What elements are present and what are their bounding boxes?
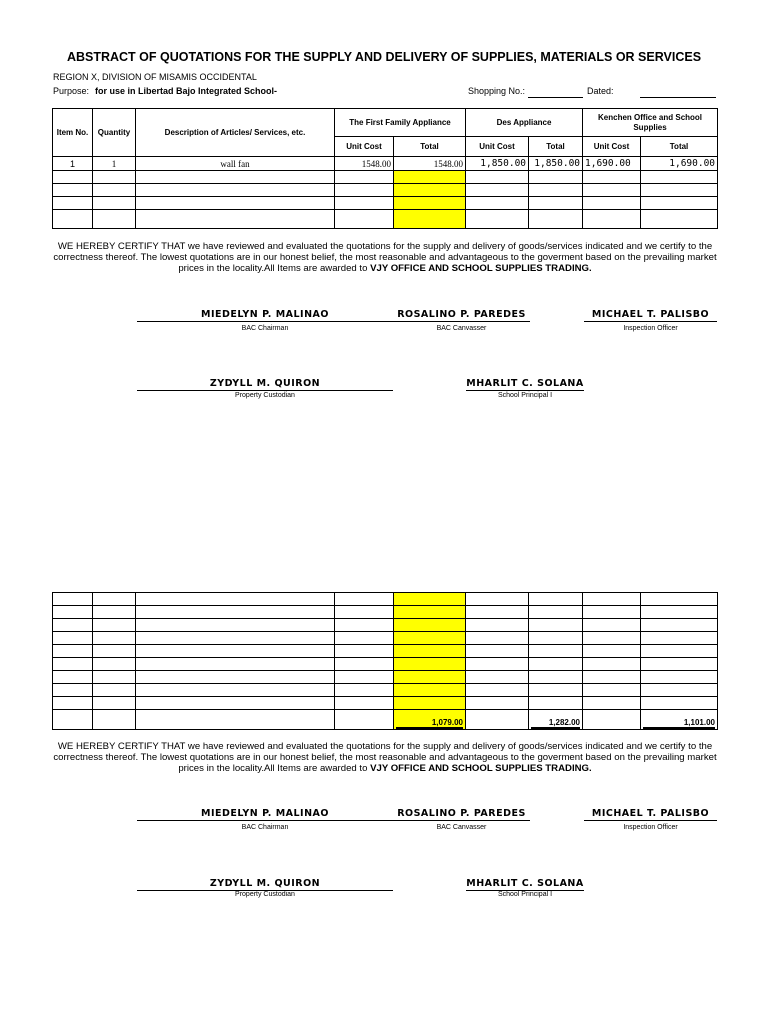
header-quantity: Quantity — [93, 109, 136, 157]
row-s1-unit-cost: 1548.00 — [335, 157, 394, 171]
table-row — [53, 157, 718, 171]
table-row — [53, 210, 718, 229]
chairman-name: MIEDELYN P. MALINAO — [201, 808, 329, 819]
inspection-officer-role: Inspection Officer — [623, 325, 678, 332]
shopping-no-label: Shopping No.: — [468, 86, 526, 96]
header-s2-unit-cost: Unit Cost — [466, 137, 529, 157]
row-s2-unit-cost: 1,850.00 — [466, 157, 529, 171]
custodian-role: Property Custodian — [235, 392, 295, 399]
canvasser-role: BAC Canvasser — [436, 325, 487, 332]
certification-text-1 — [52, 241, 718, 274]
header-item-no: Item No. — [53, 109, 93, 157]
header-supplier-1: The First Family Appliance — [335, 109, 466, 137]
quotation-table — [52, 108, 718, 229]
certification-body: WE HEREBY CERTIFY THAT we have reviewed and evaluated the quotations for the supply and delivery of goods/services indicated and we certify to the correctness thereof. The lowest quotations are in our honest belief, the most reasonable and advantageous to the goverment based on the prevailing market prices in the locality.All Items are awarded to — [53, 241, 717, 274]
custodian-line — [137, 390, 393, 391]
row-s1-total: 1548.00 — [394, 157, 466, 171]
chairman-line — [137, 321, 393, 322]
inspection-officer-name: MICHAEL T. PALISBO — [591, 309, 710, 320]
table-row — [53, 697, 718, 710]
custodian-role: Property Custodian — [235, 891, 295, 898]
total-s2: 1,282.00 — [529, 710, 583, 730]
dated-line — [640, 97, 716, 98]
canvasser-role: BAC Canvasser — [436, 824, 487, 831]
table-row — [53, 619, 718, 632]
header-s3-total: Total — [641, 137, 718, 157]
row-description: wall fan — [136, 157, 335, 171]
row-item-no: 1 — [53, 157, 93, 171]
document-title: ABSTRACT OF QUOTATIONS FOR THE SUPPLY AND DELIVERY OF SUPPLIES, MATERIALS OR SERVICES — [66, 50, 702, 64]
canvasser-line — [393, 820, 530, 821]
total-s1: 1,079.00 — [394, 710, 466, 730]
purpose-label: Purpose: — [53, 86, 90, 96]
principal-line — [466, 390, 584, 391]
purpose-value: for use in Libertad Bajo Integrated School- — [95, 86, 278, 96]
table-row — [53, 197, 718, 210]
table-row — [53, 171, 718, 184]
table-row — [53, 671, 718, 684]
row-s2-total: 1,850.00 — [529, 157, 583, 171]
chairman-line — [137, 820, 393, 821]
table-row — [53, 632, 718, 645]
inspection-officer-line — [584, 820, 717, 821]
inspection-officer-line — [584, 321, 717, 322]
awardee-name: VJY OFFICE AND SCHOOL SUPPLIES TRADING. — [370, 263, 592, 274]
inspection-officer-name: MICHAEL T. PALISBO — [591, 808, 710, 819]
header-s1-total: Total — [394, 137, 466, 157]
header-s1-unit-cost: Unit Cost — [335, 137, 394, 157]
table-row — [53, 606, 718, 619]
row-s3-unit-cost: 1,690.00 — [583, 157, 641, 171]
certification-text-2 — [52, 741, 718, 774]
totals-row — [53, 710, 718, 730]
chairman-name: MIEDELYN P. MALINAO — [201, 309, 329, 320]
row-quantity: 1 — [93, 157, 136, 171]
header-s2-total: Total — [529, 137, 583, 157]
inspection-officer-role: Inspection Officer — [623, 824, 678, 831]
canvasser-name: ROSALINO P. PAREDES — [397, 808, 526, 819]
custodian-name: ZYDYLL M. QUIRON — [209, 878, 321, 889]
header-s3-unit-cost: Unit Cost — [583, 137, 641, 157]
principal-name: MHARLIT C. SOLANA — [466, 878, 584, 889]
principal-role: School Principal I — [497, 392, 553, 399]
certification-body: WE HEREBY CERTIFY THAT we have reviewed and evaluated the quotations for the supply and delivery of goods/services indicated and we certify to the correctness thereof. The lowest quotations are in our honest belief, the most reasonable and advantageous to the goverment based on the prevailing market prices in the locality.All Items are awarded to — [53, 741, 717, 774]
table-row — [53, 184, 718, 197]
canvasser-name: ROSALINO P. PAREDES — [397, 309, 526, 320]
canvasser-line — [393, 321, 530, 322]
table-row — [53, 645, 718, 658]
shopping-no-line — [528, 97, 583, 98]
chairman-role: BAC Chairman — [241, 325, 289, 332]
chairman-role: BAC Chairman — [241, 824, 289, 831]
region-label: REGION X, DIVISION OF MISAMIS OCCIDENTAL — [53, 72, 257, 82]
total-s3: 1,101.00 — [641, 710, 718, 730]
table-row — [53, 593, 718, 606]
table-row — [53, 684, 718, 697]
header-description: Description of Articles/ Services, etc. — [136, 109, 335, 157]
table-row — [53, 658, 718, 671]
custodian-name: ZYDYLL M. QUIRON — [209, 378, 321, 389]
header-supplier-2: Des Appliance — [466, 109, 583, 137]
row-s3-total: 1,690.00 — [641, 157, 718, 171]
header-supplier-3: Kenchen Office and School Supplies — [583, 109, 718, 137]
principal-role: School Principal I — [497, 891, 553, 898]
awardee-name: VJY OFFICE AND SCHOOL SUPPLIES TRADING. — [370, 763, 592, 774]
continuation-table — [52, 592, 718, 730]
principal-name: MHARLIT C. SOLANA — [466, 378, 584, 389]
dated-label: Dated: — [587, 86, 614, 96]
